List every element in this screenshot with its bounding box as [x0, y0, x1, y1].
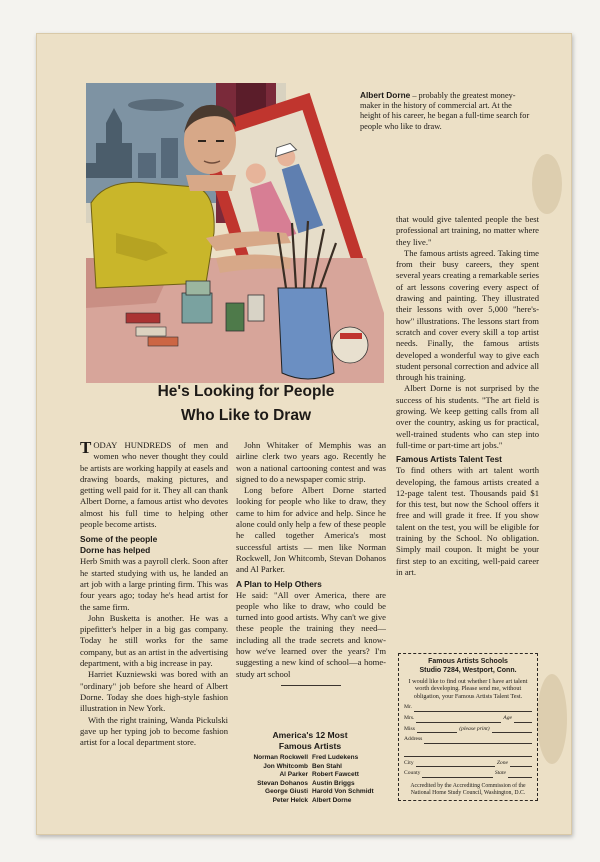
coupon-mrs-label: Mrs. [404, 714, 415, 721]
paper-stain [537, 674, 567, 764]
subhead-plan: A Plan to Help Others [236, 578, 322, 589]
column-2 [236, 440, 386, 686]
zone-field[interactable] [510, 760, 532, 767]
coupon-state-label: State [494, 770, 506, 777]
headline [92, 380, 400, 428]
col3-para: Albert Dorne is not surprised by the success of his students. "The art field is growing. We keep getting calls from all over the country, asking us for practical, well-trained students who can step into full-time or part-time art jobs." [396, 383, 539, 450]
coupon-print-note: (please print) [459, 725, 490, 732]
caption-text: – probably the greatest money-maker in the history of commercial art. At the height of his career, he began a full-time search for people who like to draw. [360, 91, 530, 131]
county-field[interactable] [422, 771, 492, 778]
artist-name: Jon Whitcomb [263, 762, 308, 770]
headline-line1: He's Looking for People [157, 383, 335, 400]
illustration-caption [360, 90, 530, 132]
drop-cap: T [80, 438, 92, 457]
col1-para: Herb Smith was a payroll clerk. Soon after he started studying with us, he landed an art job with a large printing firm. This was four years ago; today he's head artist for the same firm. [80, 556, 228, 612]
headline-line2: Who Like to Draw [180, 407, 312, 424]
coupon-accreditation: Accredited by the Accrediting Commission of the National Home Study Council, Washington, D.C. [410, 782, 526, 796]
state-field[interactable] [508, 771, 532, 778]
artist-name: Harold Von Schmidt [312, 788, 374, 796]
coupon-mr-label: Mr. [404, 704, 412, 711]
artist-name: Ben Stahl [312, 762, 342, 770]
subhead-line2: Dorne has helped [80, 545, 151, 556]
coupon-school: Famous Artists Schools [428, 658, 508, 665]
name-field[interactable] [417, 726, 457, 733]
artist-name: Stevan Dohanos [257, 779, 308, 787]
column-1 [80, 440, 228, 748]
coupon-age-label: Age [503, 714, 512, 721]
artists-title-2: Famous Artists [278, 740, 342, 751]
artists-title-1: America's 12 Most [272, 730, 348, 740]
address-field[interactable] [404, 750, 532, 757]
name-field[interactable] [416, 716, 501, 723]
famous-artists-list [234, 730, 386, 806]
city-field[interactable] [416, 760, 495, 767]
coupon-miss-label: Miss [404, 725, 415, 732]
subhead-talent-test: Famous Artists Talent Test [396, 454, 502, 465]
name-field[interactable] [492, 726, 532, 733]
caption-name: Albert Dorne [360, 90, 411, 100]
artist-name: George Giusti [265, 788, 308, 796]
col2-para: He said: "All over America, there are people who like to draw, who could be turned into good artists. Why can't we give these people the training they need—including all the trade secrets and know-how we've learned over the years? I'm suggesting a new kind of school—a home-study art school [236, 589, 386, 679]
albert-dorne-illustration [86, 83, 384, 383]
coupon-city-label: City [404, 759, 414, 766]
column-3 [396, 214, 539, 578]
coupon-county-label: County [404, 770, 421, 777]
artist-name: Austin Briggs [312, 779, 355, 787]
mail-coupon[interactable] [398, 653, 538, 801]
subhead-people-helped [80, 534, 228, 556]
col1-para: John Busketta is another. He was a pipefitter's helper in a big gas company. Today he still works for the same company, but as an artist in the advertising department, with a big increase in pay. [80, 612, 228, 669]
age-field[interactable] [514, 716, 532, 723]
coupon-intro: I would like to find out whether I have art talent worth developing. Please send me, without obligation, your Famous Artists Talent Test. [408, 677, 528, 700]
col1-intro: ODAY HUNDREDS of men and women who never thought they could be artists are working happily at easels and drawing boards, making pictures, and getting well paid for it. They all can thank Albert Dorne, a famous artist who devotes almost his full time to helping other people become artists. [80, 440, 228, 530]
coupon-address-label: Address [404, 736, 423, 743]
subhead-line1: Some of the people [80, 534, 158, 545]
col1-para: Harriet Kuzniewski was bored with an "ordinary" job before she heard of Albert Dorne. Today she does high-style fashion illustration in New York. [80, 669, 228, 714]
col3-para: that would give talented people the best professional art training, no matter where they live." [396, 214, 539, 247]
col3-para: To find others with art talent worth developing, the famous artists created a 12-page talent test. Thousands paid $1 for this test, but now the School offers it free and will grade it free. If you show talent on the test, you will be eligible for training by the School. No obligation. Simply mail coupon. It might be your first step to an exciting, well-paid career in art. [396, 465, 539, 577]
col1-para: With the right training, Wanda Pickulski gave up her typing job to become fashion artist for a local department store. [80, 714, 228, 748]
paper-stain [532, 154, 562, 214]
artist-name: Robert Fawcett [312, 771, 359, 779]
artist-name: Albert Dorne [312, 796, 352, 804]
coupon-studio: Studio 7284, Westport, Conn. [419, 666, 517, 674]
rule [281, 685, 341, 686]
coupon-zone-label: Zone [496, 759, 508, 766]
col2-para: Long before Albert Dorne started looking for people who like to draw, they came to him for advice and help. Since he alone could only help a few of these people he called together America's most successful artists — men like Norman Rockwell, Jon Whitcomb, Stevan Dohanos and Al Parker. [236, 485, 386, 575]
col2-para: John Whitaker of Memphis was an airline clerk two years ago. Recently he won a national cartooning contest and was signed to do a newspaper comic strip. [236, 440, 386, 484]
col3-para: The famous artists agreed. Taking time from their busy careers, they spent several years creating a remarkable series of art lessons covering every aspect of drawing and painting. They illustrated their lessons with over 5,000 "here's-how" illustrations. The lessons start from scratch and cover every skill a top artist needs. Finally, the famous artists developed a wonderful way to give each student personal correction and advice all through his training. [396, 247, 539, 383]
name-field[interactable] [414, 705, 532, 712]
artist-name: Peter Helck [272, 796, 308, 804]
artist-name: Fred Ludekens [312, 754, 359, 761]
artist-name: Al Parker [279, 771, 308, 779]
address-field[interactable] [424, 737, 532, 744]
artist-name: Norman Rockwell [253, 754, 308, 761]
